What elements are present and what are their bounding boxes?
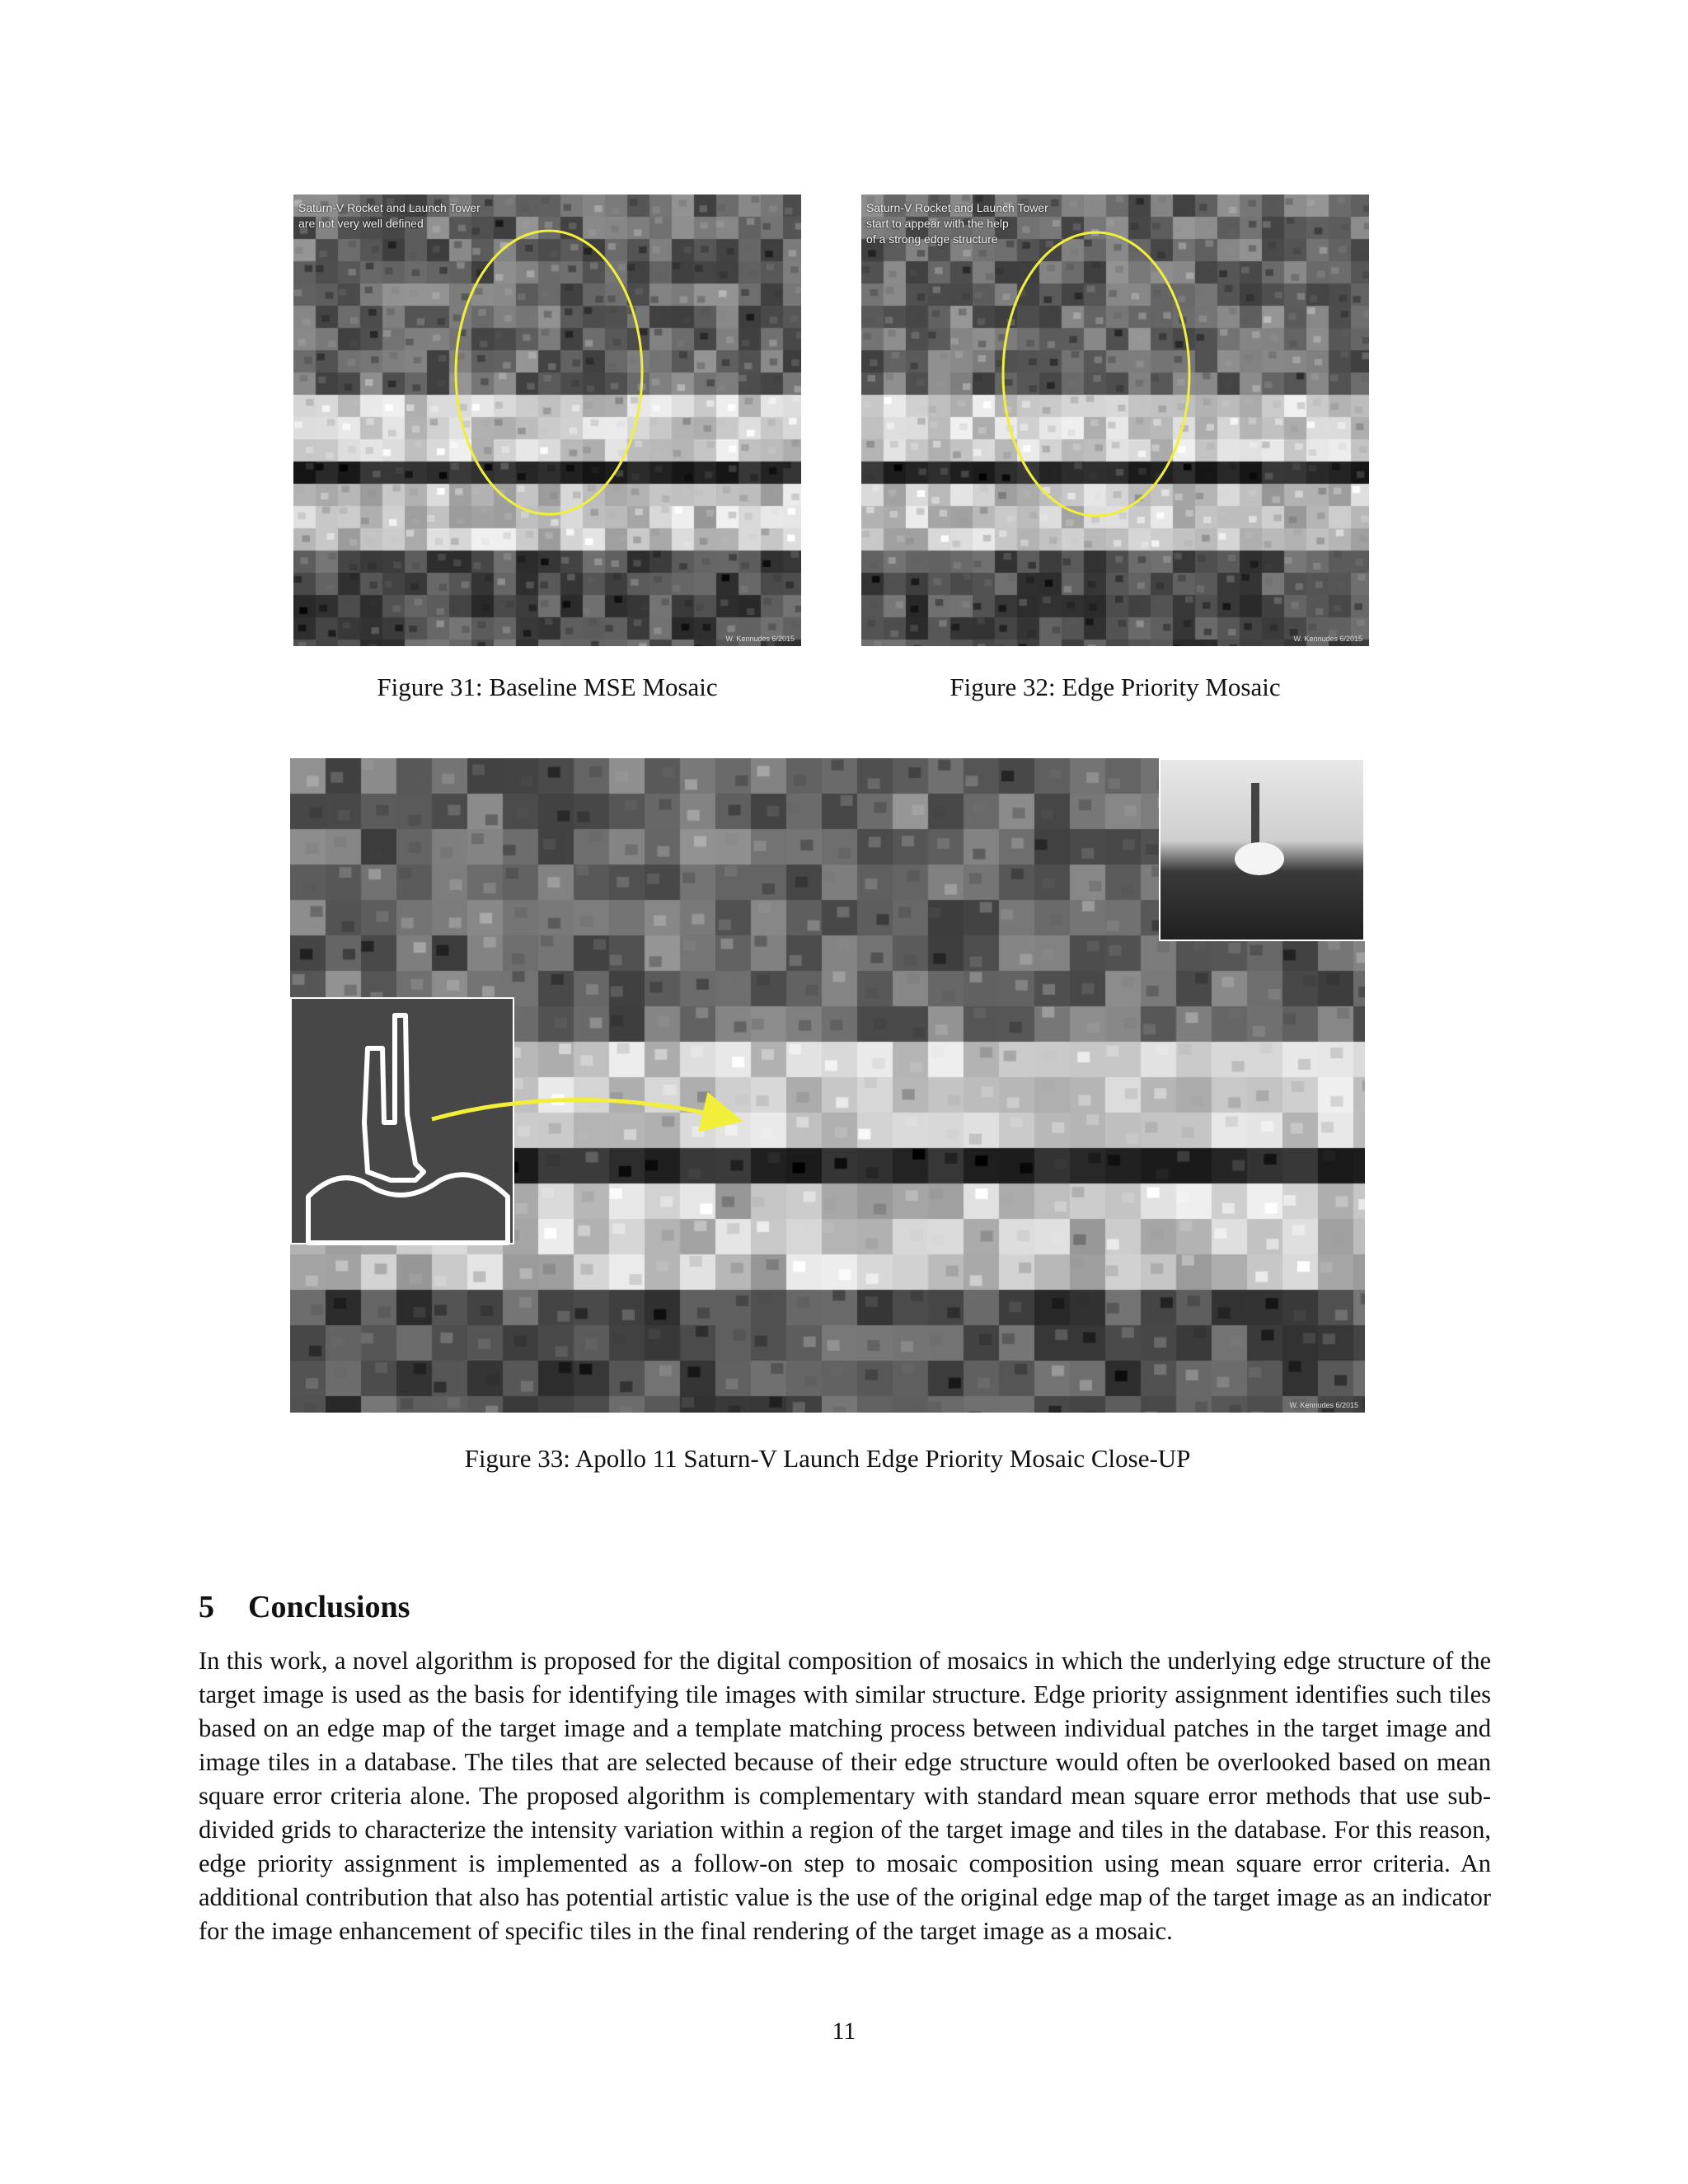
highlight-ellipse: [861, 194, 1369, 646]
watermark: W. Kennudes 6/2015: [1289, 1401, 1358, 1409]
figure-31-caption: Figure 31: Baseline MSE Mosaic: [377, 673, 718, 701]
watermark: W. Kennudes 6/2015: [1293, 635, 1362, 643]
section-title: Conclusions: [248, 1590, 410, 1624]
figure-overlay-text: Saturn-V Rocket and Launch Tower are not very well defined: [298, 201, 481, 230]
figure-32-image: [861, 194, 1369, 646]
conclusions-paragraph: In this work, a novel algorithm is proposed for the digital composition of mosaics in which the underlying edge structure of the target image is used as the basis for identifying tile images with similar structure. Edge priority assignment identifies such tiles based on an edge map of the target image and a template matching process between individual patches in the target image and image tiles in a database. The tiles that are selected because of their edge structure would often be overlooked based on mean square error criteria alone. The proposed algorithm is complementary with standard mean square error methods that use sub-divided grids to characterize the intensity variation within a region of the target image and tiles in the database. For this reason, edge priority assignment is implemented as a follow-on step to mosaic composition using mean square error criteria. An additional contribution that also has potential artistic value is the use of the original edge map of the target image as an indicator for the image enhancement of specific tiles in the final rendering of the target image as a mosaic.: [199, 1647, 1491, 1945]
section-number: 5: [199, 1590, 214, 1624]
figure-32-caption: Figure 32: Edge Priority Mosaic: [950, 673, 1281, 701]
highlight-ellipse: [293, 194, 801, 646]
page-number: 11: [832, 2018, 856, 2045]
figure-31-image: [293, 194, 801, 646]
section-heading: [199, 1589, 410, 1625]
watermark: W. Kennudes 6/2015: [725, 635, 795, 643]
arrow-annotation: [290, 758, 1365, 1413]
figure-overlay-text: Saturn-V Rocket and Launch Tower start to appear with the help of a strong edge structure: [866, 201, 1048, 246]
figure-33-caption: Figure 33: Apollo 11 Saturn-V Launch Edge Priority Mosaic Close-UP: [464, 1444, 1191, 1473]
figure-33-image: [290, 758, 1365, 1413]
